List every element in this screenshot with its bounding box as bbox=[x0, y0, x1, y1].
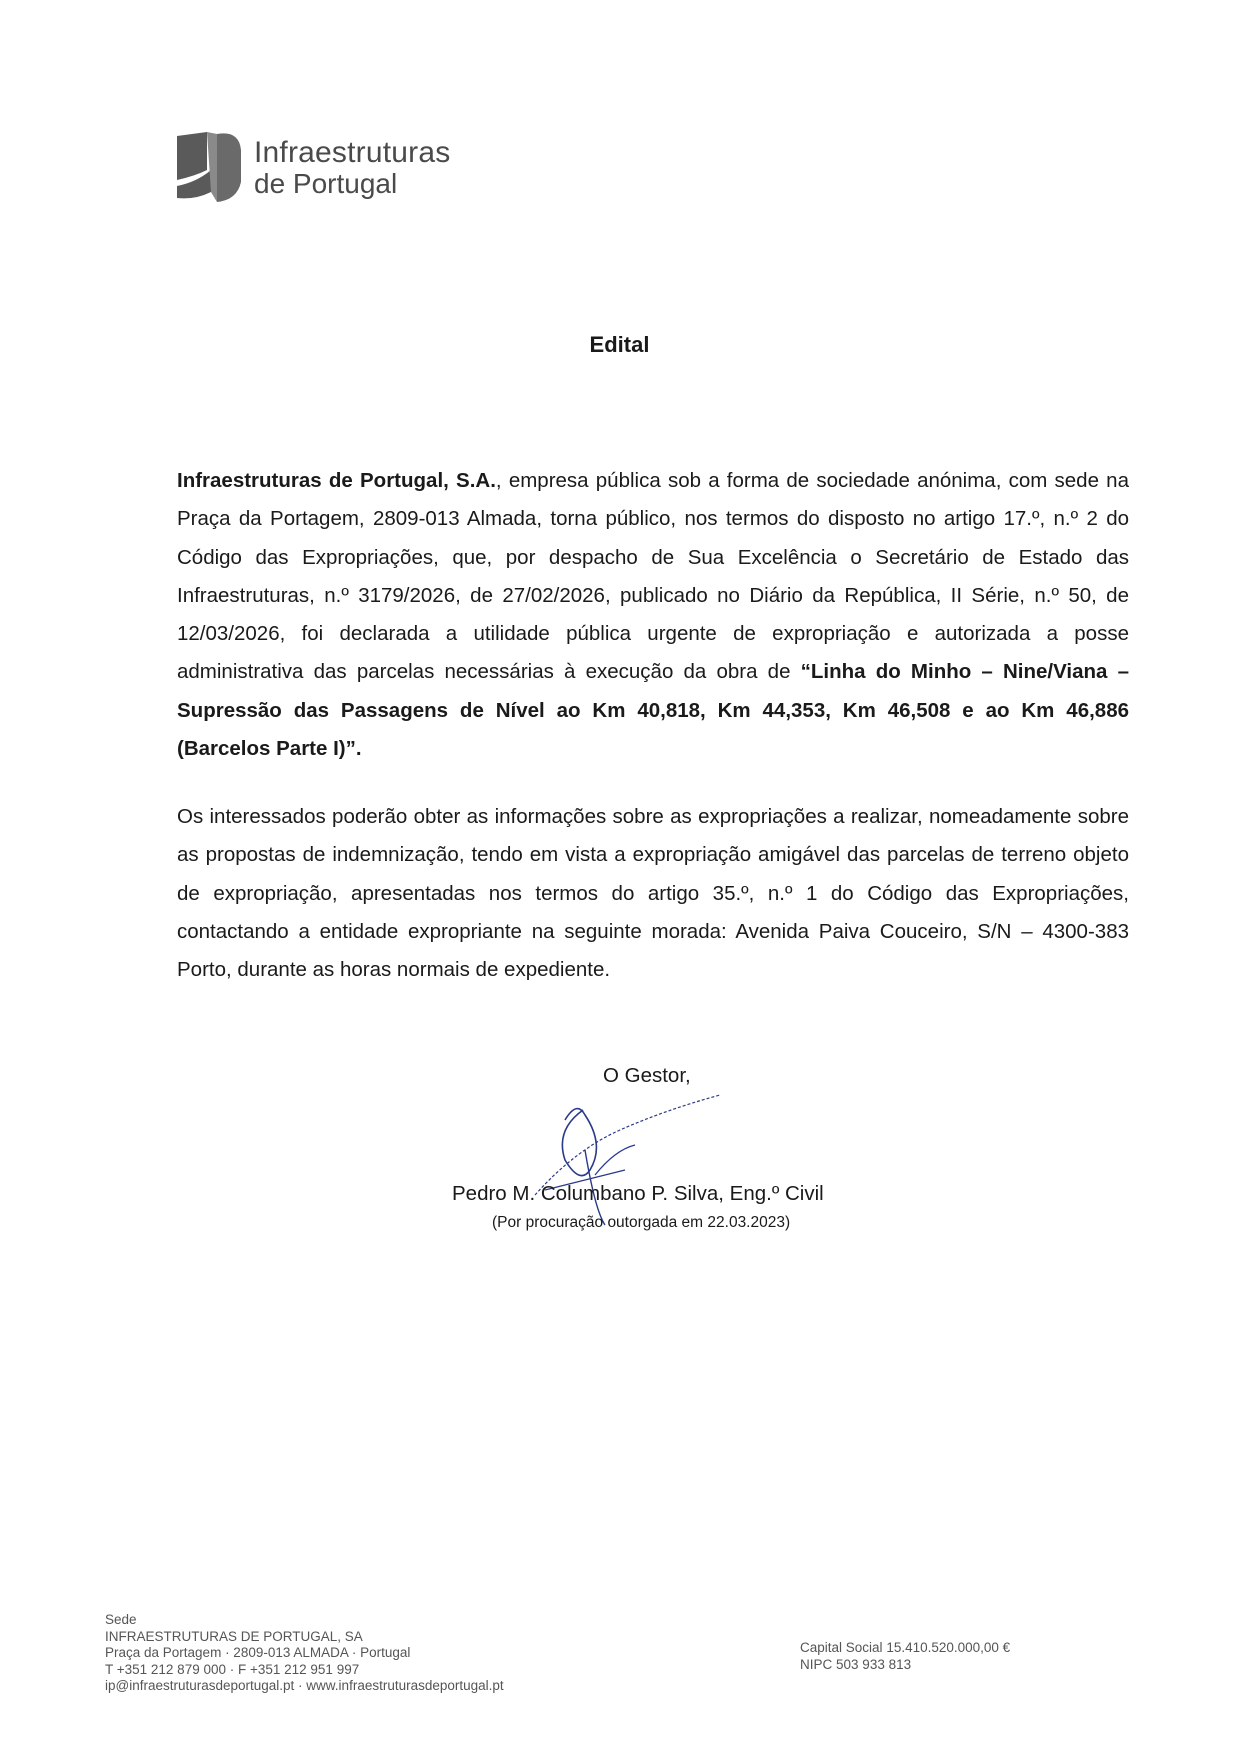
announcement-paragraph bbox=[177, 462, 1129, 768]
capital-value: 15.410.520.000,00 € bbox=[886, 1640, 1011, 1655]
company-logo bbox=[177, 130, 467, 205]
project-name: “Linha do Minho – Nine/Viana – Supressão das Passagens de Nível ao Km 40,818, Km 44,353, Km 46,508 e ao Km 46,886 (Barcelos Parte I)” bbox=[177, 660, 1129, 761]
proxy-note: (Por procuração outorgada em 22.03.2023) bbox=[492, 1214, 791, 1231]
handwritten-signature bbox=[525, 1090, 725, 1230]
document-title: Edital bbox=[589, 332, 650, 357]
footer-headquarters bbox=[105, 1612, 504, 1695]
paragraph-end: . bbox=[355, 737, 362, 761]
footer-label: Sede bbox=[105, 1612, 137, 1627]
information-paragraph: Os interessados poderão obter as informações sobre as expropriações a realizar, nomeadamente sobre as propostas de indemnização, tendo em vista a expropriação amigável das parcelas de terreno objeto de expropriação, apresentadas nos termos do artigo 35.º, n.º 1 do Código das Expropriações, contactando a entidade expropriante na seguinte morada: Avenida Paiva Couceiro, S/N – 4300-383 Porto, durante as horas normais de expediente. bbox=[177, 805, 1129, 982]
announcement-text: , empresa pública sob a forma de sociedade anónima, com sede na Praça da Portagem, 2809-013 Almada, torna público, nos termos do disposto no artigo 17.º, n.º 2 do Código das Expropriações, que, por despacho de Sua Excelência o Secretário de Estado das Infraestruturas, n.º 3179/2026, de 27/02/2026, publicado no Diário da República, II Série, n.º 50, de 12/03/2026, foi declarada a utilidade pública urgente de expropriação e autorizada a posse administrativa das parcelas necessárias à execução da obra de bbox=[177, 469, 1129, 684]
logo-name-line1: Infraestruturas bbox=[254, 136, 451, 169]
signer-name: Pedro M. Columbano P. Silva, Eng.º Civil bbox=[452, 1182, 824, 1205]
footer-company-info bbox=[800, 1640, 1010, 1673]
nipc-label: NIPC bbox=[800, 1656, 833, 1672]
logo-mark-icon bbox=[177, 130, 241, 202]
footer-contacts: ip@infraestruturasdeportugal.pt · www.infraestruturasdeportugal.pt bbox=[105, 1678, 504, 1693]
nipc-value: 503 933 813 bbox=[836, 1656, 912, 1672]
capital-label: Capital Social bbox=[800, 1640, 883, 1655]
footer-address: Praça da Portagem · 2809-013 ALMADA · Portugal bbox=[105, 1645, 411, 1660]
closing-line: O Gestor, bbox=[603, 1064, 691, 1087]
organization-name: Infraestruturas de Portugal, S.A. bbox=[177, 469, 496, 492]
nipc-line bbox=[800, 1657, 1010, 1674]
logo-name-line2: de Portugal bbox=[254, 168, 398, 199]
footer-company: INFRAESTRUTURAS DE PORTUGAL, SA bbox=[105, 1628, 363, 1644]
capital-line bbox=[800, 1640, 1010, 1657]
footer-phones: T +351 212 879 000 · F +351 212 951 997 bbox=[105, 1661, 360, 1677]
